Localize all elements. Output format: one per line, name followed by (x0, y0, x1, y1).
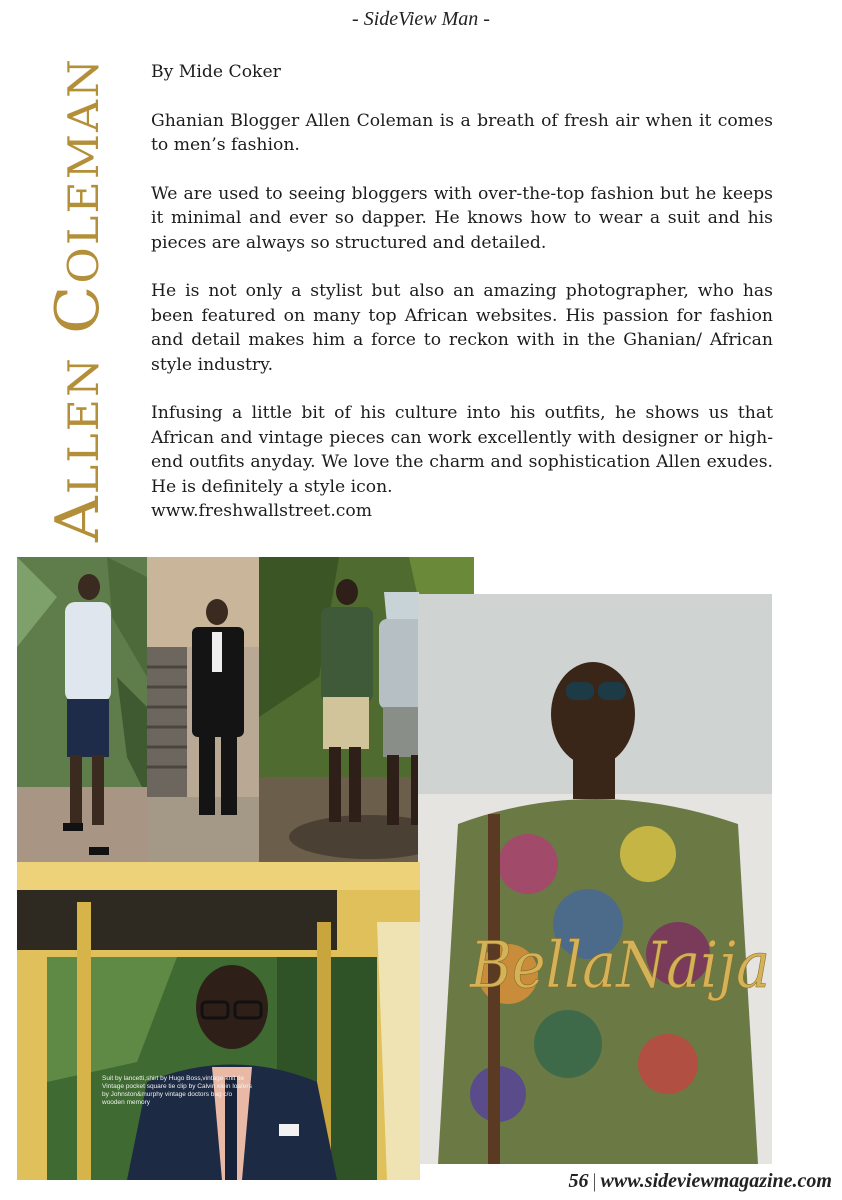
photo-vintage-frame (17, 862, 420, 1180)
section-header: - SideView Man - (352, 8, 490, 30)
page-number: 56 (568, 1170, 589, 1192)
footer-site-link[interactable]: www.sideviewmagazine.com (600, 1170, 832, 1192)
watermark-text: BellaNaija (469, 929, 770, 1003)
photo-tuxedo (147, 557, 259, 862)
bellanaija-watermark (462, 925, 782, 1005)
photo-walking-garden (17, 557, 147, 862)
website-link[interactable]: www.freshwallstreet.com (151, 501, 373, 521)
paragraph-2: We are used to seeing bloggers with over-the-top fashion but he keeps it minimal and ever so dapper. He knows how to wear a suit and his pieces are always so structured and detailed. (151, 183, 773, 253)
article-body (151, 60, 773, 524)
photo-tiedye-portrait (418, 594, 772, 1164)
page-footer (569, 1170, 833, 1193)
paragraph-4: Infusing a little bit of his culture into his outfits, he shows us that African and vintage pieces can work excellently with designer or high-end outfits anyday. We love the charm and sophistication Allen exudes. He is definitely a style icon. (151, 403, 773, 497)
vertical-title-text: Allen Coleman (43, 81, 113, 542)
byline: By Mide Coker (151, 62, 281, 82)
paragraph-3: He is not only a stylist but also an amazing photographer, who has been featured on many top African websites. His passion for fashion and detail makes him a force to reckon with in the Ghanian/ African style industry. (151, 281, 773, 375)
footer-separator: | (592, 1170, 597, 1192)
paragraph-1: Ghanian Blogger Allen Coleman is a breath of fresh air when it comes to men’s fashion. (151, 110, 773, 155)
photo-credits: Suit by lancetti,shirt by Hugo Boss,vintage knit tie Vintage pocket square tie clip by Calvin klein loafers by Johnston&murphy vintage doctors bag c/o wooden memory (102, 1075, 252, 1106)
vertical-title (43, 55, 113, 545)
